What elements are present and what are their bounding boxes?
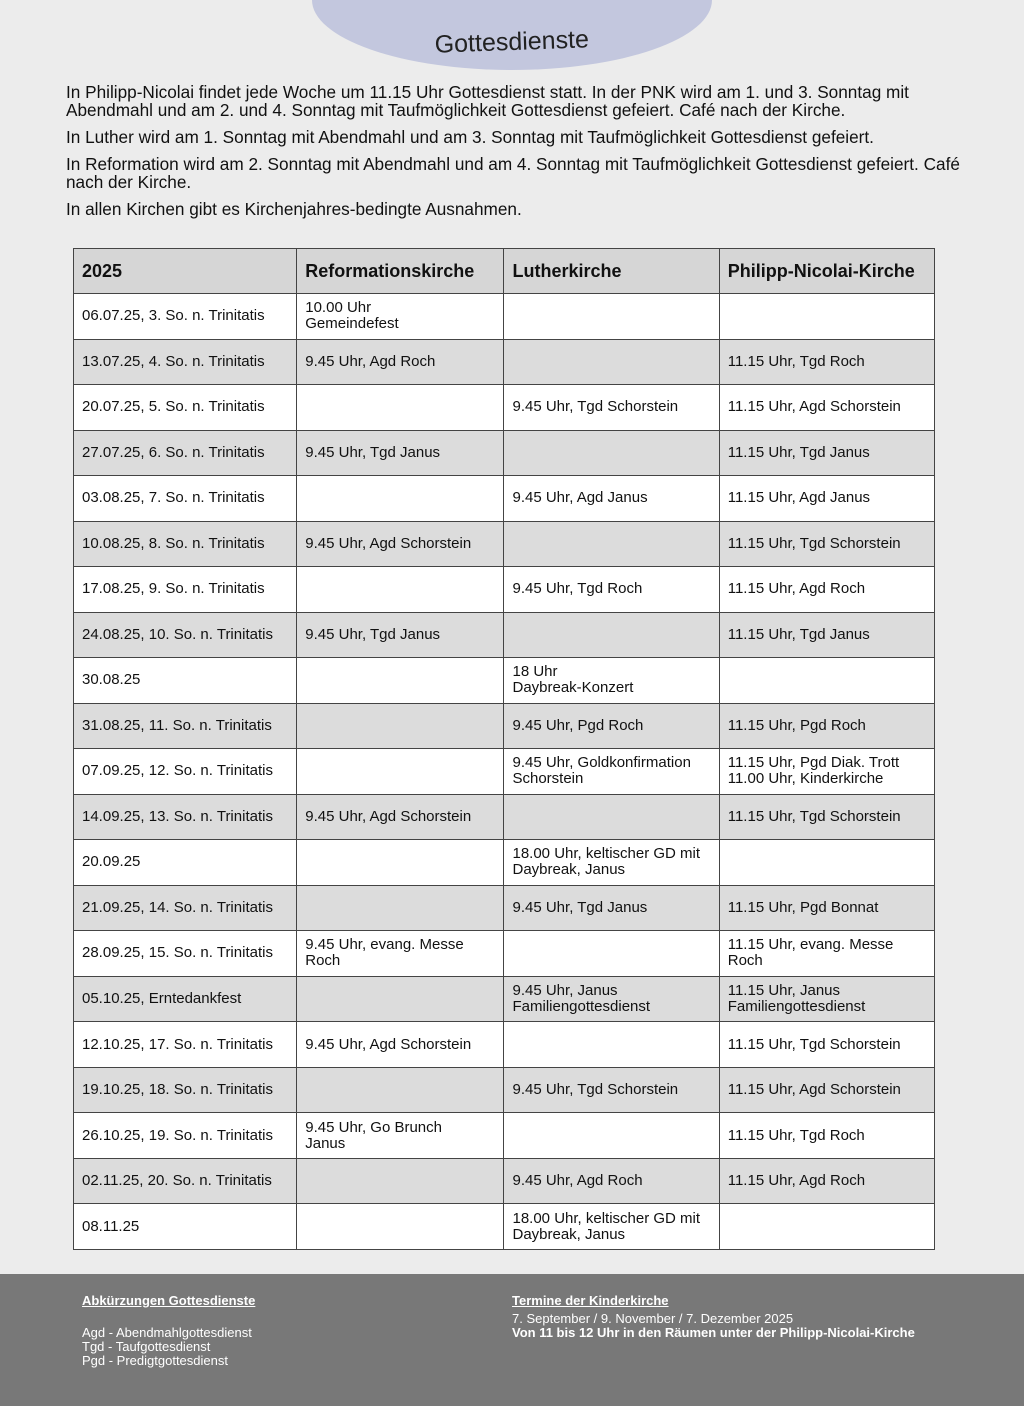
service-cell (719, 1022, 934, 1068)
service-cell (297, 567, 504, 613)
cell-text: 11.15 Uhr, Tgd Janus (727, 443, 870, 461)
service-cell (297, 1113, 504, 1159)
service-cell (719, 976, 934, 1022)
cell-text: 19.10.25, 18. So. n. Trinitatis (82, 1081, 273, 1099)
table-row (74, 1113, 935, 1159)
cell-text: 9.45 Uhr, Tgd Schorstein (512, 398, 679, 416)
kids-church-heading: Termine der Kinderkirche (512, 1293, 669, 1308)
service-cell (719, 794, 934, 840)
service-cell (297, 976, 504, 1022)
kids-church-dates: 7. September / 9. November / 7. Dezember 2025 (512, 1311, 794, 1326)
service-cell (297, 794, 504, 840)
cell-text: 11.15 Uhr, Tgd Schorstein (727, 807, 901, 825)
abbreviation-item: Agd - Abendmahlgottesdienst (82, 1325, 252, 1340)
date-cell (74, 1067, 297, 1113)
service-cell (504, 749, 719, 795)
cell-text: 11.15 Uhr, Tgd Janus (727, 625, 870, 643)
column-header-lutherkirche: Lutherkirche (504, 249, 719, 294)
footer (0, 1274, 1024, 1406)
date-cell (74, 612, 297, 658)
cell-text: 11.15 Uhr, Pgd Bonnat (727, 898, 879, 916)
date-cell (74, 1022, 297, 1068)
table-row (74, 476, 935, 522)
intro-paragraph: In Philipp-Nicolai findet jede Woche um 11.15 Uhr Gottesdienst statt. In der PNK wird am 1. und 3. Sonntag mit Abendmahl und am 2. und 4. Sonntag mit Taufmöglichkeit Gottesdienst gefeiert. Café nach der Kirche. (66, 82, 909, 120)
service-cell (297, 385, 504, 431)
cell-text: 9.45 Uhr, Tgd Schorstein (512, 1081, 679, 1099)
cell-text: 9.45 Uhr, Tgd Janus (305, 625, 441, 643)
table-row (74, 1158, 935, 1204)
cell-text: 9.45 Uhr, Agd Roch (512, 1172, 643, 1190)
date-cell (74, 567, 297, 613)
table-row (74, 976, 935, 1022)
service-cell (297, 1022, 504, 1068)
service-cell (719, 703, 934, 749)
cell-text: 9.45 Uhr, Tgd Janus (305, 443, 441, 461)
service-cell (719, 339, 934, 385)
table-row (74, 931, 935, 977)
date-cell (74, 294, 297, 340)
cell-text: 21.09.25, 14. So. n. Trinitatis (82, 898, 273, 916)
date-cell (74, 385, 297, 431)
service-cell (719, 1113, 934, 1159)
date-cell (74, 703, 297, 749)
cell-text: 26.10.25, 19. So. n. Trinitatis (82, 1126, 273, 1144)
service-cell (504, 1067, 719, 1113)
cell-text: 9.45 Uhr, Janus Familiengottesdienst (512, 981, 651, 1015)
intro-paragraph: In allen Kirchen gibt es Kirchenjahres-bedingte Ausnahmen. (66, 199, 522, 219)
column-header-year: 2025 (74, 249, 297, 294)
table-body (74, 294, 935, 1250)
service-cell (504, 476, 719, 522)
service-cell (719, 885, 934, 931)
service-cell (297, 339, 504, 385)
intro-text (66, 83, 966, 227)
date-cell (74, 794, 297, 840)
table-row (74, 430, 935, 476)
cell-text: 17.08.25, 9. So. n. Trinitatis (82, 580, 265, 598)
column-header-reformationskirche: Reformationskirche (297, 249, 504, 294)
service-cell (504, 1158, 719, 1204)
cell-text: 11.15 Uhr, Agd Schorstein (727, 1081, 901, 1099)
service-cell (297, 931, 504, 977)
service-cell (719, 840, 934, 886)
cell-text: 11.15 Uhr, Agd Roch (727, 1172, 866, 1190)
cell-text: 11.15 Uhr, Pgd Diak. Trott 11.00 Uhr, Kinderkirche (727, 754, 900, 788)
intro-paragraph: In Luther wird am 1. Sonntag mit Abendmahl und am 3. Sonntag mit Taufmöglichkeit Gottesdienst gefeiert. (66, 127, 874, 147)
service-cell (719, 430, 934, 476)
cell-text: 9.45 Uhr, Tgd Janus (512, 898, 648, 916)
table-row (74, 1204, 935, 1250)
table-row (74, 703, 935, 749)
table-row (74, 612, 935, 658)
kids-church-info-text: Von 11 bis 12 Uhr in den Räumen unter der Philipp-Nicolai-Kirche (512, 1325, 915, 1340)
service-cell (297, 1067, 504, 1113)
service-cell (719, 476, 934, 522)
date-cell (74, 885, 297, 931)
service-cell (719, 294, 934, 340)
service-cell (504, 612, 719, 658)
service-cell (719, 931, 934, 977)
service-cell (297, 1204, 504, 1250)
service-cell (504, 1113, 719, 1159)
cell-text: 24.08.25, 10. So. n. Trinitatis (82, 625, 273, 643)
cell-text: 18 Uhr Daybreak-Konzert (512, 663, 634, 697)
service-cell (504, 385, 719, 431)
table-row (74, 521, 935, 567)
cell-text: 9.45 Uhr, Agd Schorstein (305, 1035, 472, 1053)
service-cell (504, 658, 719, 704)
cell-text: 06.07.25, 3. So. n. Trinitatis (82, 307, 265, 325)
service-cell (719, 658, 934, 704)
cell-text: 9.45 Uhr, Agd Janus (512, 489, 648, 507)
service-cell (504, 976, 719, 1022)
service-cell (719, 1158, 934, 1204)
cell-text: 9.45 Uhr, Goldkonfirmation Schorstein (512, 754, 691, 788)
intro-paragraph: In Reformation wird am 2. Sonntag mit Abendmahl und am 4. Sonntag mit Taufmöglichkeit Gottesdienst gefeiert. Café nach der Kirche. (66, 154, 960, 192)
date-cell (74, 1158, 297, 1204)
table-row (74, 1022, 935, 1068)
date-cell (74, 1204, 297, 1250)
cell-text: 05.10.25, Erntedankfest (82, 989, 242, 1007)
cell-text: 07.09.25, 12. So. n. Trinitatis (82, 762, 273, 780)
cell-text: 11.15 Uhr, evang. Messe Roch (727, 936, 894, 970)
cell-text: 18.00 Uhr, keltischer GD mit Daybreak, Janus (512, 1209, 701, 1243)
date-cell (74, 430, 297, 476)
service-cell (504, 840, 719, 886)
date-cell (74, 658, 297, 704)
cell-text: 11.15 Uhr, Tgd Schorstein (727, 1035, 901, 1053)
service-cell (297, 430, 504, 476)
table-row (74, 794, 935, 840)
cell-text: 11.15 Uhr, Tgd Roch (727, 1126, 865, 1144)
cell-text: 10.08.25, 8. So. n. Trinitatis (82, 534, 265, 552)
service-cell (297, 294, 504, 340)
cell-text: 27.07.25, 6. So. n. Trinitatis (82, 443, 265, 461)
cell-text: 20.09.25 (82, 853, 141, 871)
cell-text: 12.10.25, 17. So. n. Trinitatis (82, 1035, 273, 1053)
cell-text: 11.15 Uhr, Pgd Roch (727, 716, 866, 734)
cell-text: 13.07.25, 4. So. n. Trinitatis (82, 352, 265, 370)
cell-text: 30.08.25 (82, 671, 141, 689)
table-row (74, 1067, 935, 1113)
abbreviation-item: Pgd - Predigtgottesdienst (82, 1353, 228, 1368)
service-cell (504, 339, 719, 385)
table-row (74, 294, 935, 340)
cell-text: 11.15 Uhr, Janus Familiengottesdienst (727, 981, 866, 1015)
service-cell (297, 658, 504, 704)
date-cell (74, 931, 297, 977)
cell-text: 03.08.25, 7. So. n. Trinitatis (82, 489, 265, 507)
cell-text: 11.15 Uhr, Tgd Roch (727, 352, 865, 370)
cell-text: 18.00 Uhr, keltischer GD mit Daybreak, Janus (512, 845, 701, 879)
table-header-row (74, 249, 935, 294)
service-cell (297, 1158, 504, 1204)
service-cell (504, 521, 719, 567)
abbreviations-heading: Abkürzungen Gottesdienste (82, 1293, 256, 1308)
service-cell (297, 476, 504, 522)
date-cell (74, 749, 297, 795)
service-schedule-table (73, 248, 935, 1250)
service-cell (297, 749, 504, 795)
service-cell (504, 567, 719, 613)
table-row (74, 840, 935, 886)
cell-text: 31.08.25, 11. So. n. Trinitatis (82, 716, 272, 734)
cell-text: 02.11.25, 20. So. n. Trinitatis (82, 1172, 272, 1190)
service-cell (297, 612, 504, 658)
service-cell (504, 931, 719, 977)
abbreviation-item: Tgd - Taufgottesdienst (82, 1339, 211, 1354)
date-cell (74, 476, 297, 522)
date-cell (74, 521, 297, 567)
cell-text: 9.45 Uhr, Tgd Roch (512, 580, 643, 598)
cell-text: 20.07.25, 5. So. n. Trinitatis (82, 398, 265, 416)
service-cell (297, 703, 504, 749)
table-row (74, 567, 935, 613)
service-cell (504, 430, 719, 476)
date-cell (74, 840, 297, 886)
kids-church-info (512, 1294, 915, 1340)
date-cell (74, 1113, 297, 1159)
service-cell (504, 885, 719, 931)
service-cell (504, 794, 719, 840)
cell-text: 14.09.25, 13. So. n. Trinitatis (82, 807, 273, 825)
page-title: Gottesdienste (434, 25, 590, 59)
table-row (74, 749, 935, 795)
service-cell (719, 567, 934, 613)
service-cell (719, 385, 934, 431)
service-cell (719, 612, 934, 658)
service-cell (297, 885, 504, 931)
service-cell (719, 749, 934, 795)
cell-text: 08.11.25 (82, 1217, 140, 1235)
cell-text: 11.15 Uhr, Agd Roch (727, 580, 866, 598)
service-cell (297, 840, 504, 886)
cell-text: 10.00 Uhr Gemeindefest (305, 299, 399, 333)
cell-text: 9.45 Uhr, Pgd Roch (512, 716, 644, 734)
table-row (74, 339, 935, 385)
column-header-philipp-nicolai-kirche: Philipp-Nicolai-Kirche (719, 249, 934, 294)
cell-text: 11.15 Uhr, Agd Schorstein (727, 398, 901, 416)
service-cell (504, 294, 719, 340)
cell-text: 9.45 Uhr, Agd Roch (305, 352, 436, 370)
cell-text: 9.45 Uhr, Agd Schorstein (305, 807, 472, 825)
abbreviations-legend (82, 1294, 255, 1368)
cell-text: 11.15 Uhr, Tgd Schorstein (727, 534, 901, 552)
service-cell (504, 1204, 719, 1250)
service-cell (504, 1022, 719, 1068)
service-cell (719, 521, 934, 567)
table-row (74, 658, 935, 704)
service-cell (719, 1067, 934, 1113)
table-row (74, 385, 935, 431)
cell-text: 9.45 Uhr, Agd Schorstein (305, 534, 472, 552)
date-cell (74, 976, 297, 1022)
service-cell (297, 521, 504, 567)
cell-text: 9.45 Uhr, evang. Messe Roch (305, 936, 464, 970)
table-row (74, 885, 935, 931)
cell-text: 11.15 Uhr, Agd Janus (727, 489, 871, 507)
service-cell (719, 1204, 934, 1250)
date-cell (74, 339, 297, 385)
service-cell (504, 703, 719, 749)
cell-text: 9.45 Uhr, Go Brunch Janus (305, 1118, 442, 1152)
cell-text: 28.09.25, 15. So. n. Trinitatis (82, 944, 273, 962)
